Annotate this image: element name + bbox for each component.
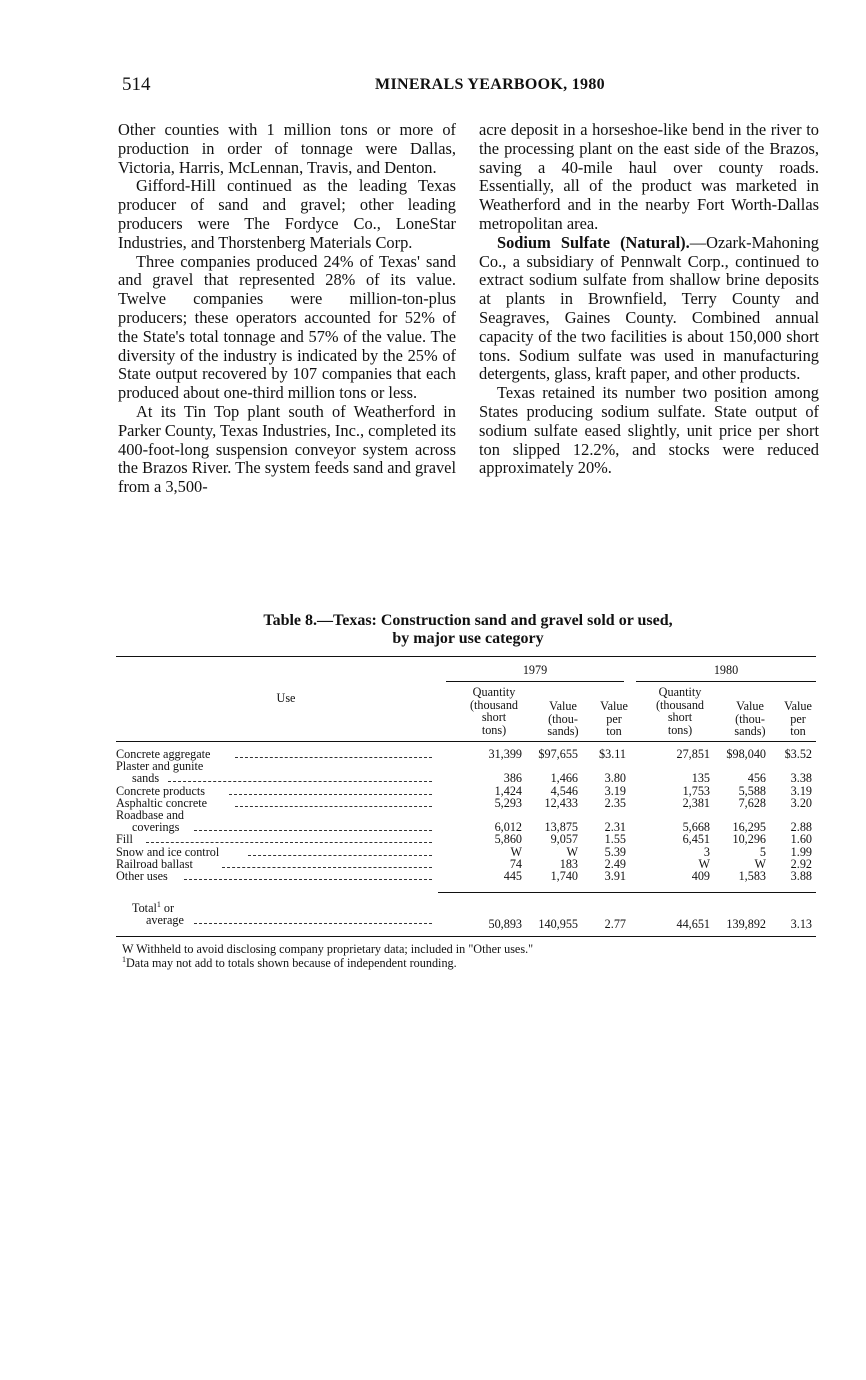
table-cell-p79: 2.49 [604, 856, 626, 871]
value-per-ton-1979-header [592, 700, 636, 738]
table-cell-p79: 2.31 [604, 820, 626, 835]
total-per-ton-1979: 2.77 [604, 917, 626, 931]
table-cell-v80: 5,588 [738, 783, 766, 798]
leader-dots [146, 842, 432, 843]
total-value-1979: 140,955 [538, 917, 578, 931]
total-or: or [160, 901, 175, 915]
header-line: short [481, 710, 507, 725]
header-line: ton [790, 724, 806, 739]
header-line: Value [600, 699, 628, 713]
row-label: coverings [132, 820, 180, 835]
table-cell-q80: W [698, 856, 710, 871]
table-cell-q80: 6,451 [682, 832, 710, 847]
table-cell-p80: $3.52 [784, 747, 812, 761]
table-cell-p79: 3.80 [604, 771, 626, 786]
leader-dots [248, 855, 432, 856]
table-cell-p80: 2.88 [790, 820, 812, 835]
right-paragraph-1: acre deposit in a horseshoe-like bend in the river to the processing plant on the east side of the Brazos, saving a 40-mile haul over county roads. Essentially, all of the product was marketed in Weatherford and in the nearby Fort Worth-Dallas metropolitan area. [479, 120, 819, 233]
header-line: Value [784, 699, 812, 713]
header-bottom-rule [116, 741, 816, 742]
row-label: Concrete products [116, 783, 206, 798]
row-label: Snow and ice control [116, 844, 220, 859]
table-cell-p79: 1.55 [604, 832, 626, 847]
table-bottom-rule [116, 936, 816, 937]
table-cell-p80: 3.20 [790, 795, 812, 810]
sodium-sulfate-body: —Ozark-Mahoning Co., a subsidiary of Pennwalt Corp., continued to extract sodium sulfate from shallow brine deposits at plants in Brownfield, Terry County and Seagraves, Gaines County. Combined annual capacity of the two facilities is about 150,000 short tons. Sodium sulfate was used in manufacturing detergents, glass, kraft paper, and other products. [479, 232, 819, 384]
table-cell-v79: 12,433 [544, 795, 578, 810]
table-cell-q79: 5,860 [494, 832, 522, 847]
quantity-1980-header [640, 686, 720, 736]
table-cell-q80: 1,753 [682, 783, 710, 798]
header-line: short [667, 710, 693, 725]
table-cell-q79: 74 [509, 856, 522, 871]
table-cell-v79: 1,466 [550, 771, 578, 786]
table-cell-v80: W [754, 856, 766, 871]
table-cell-q79: 1,424 [494, 783, 522, 798]
header-line: tons) [481, 722, 507, 737]
table-cell-p79: $3.11 [599, 747, 626, 761]
table-cell-p80: 1.99 [790, 844, 812, 859]
total-rule [438, 892, 816, 893]
table-cell-q79: 6,012 [494, 820, 522, 835]
row-label: Roadbase and [116, 808, 185, 822]
table-top-rule [116, 656, 816, 657]
table-cell-q80: 409 [691, 869, 710, 883]
leader-dots [194, 830, 432, 831]
leader-dots [184, 879, 432, 880]
header-line: (thousand [469, 697, 519, 712]
table-title-line-1: Table 8.—Texas: Construction sand and gravel sold or used, [263, 612, 673, 629]
table-cell-v79: 13,875 [544, 820, 578, 835]
table-cell-v80: 7,628 [738, 795, 766, 810]
table-cell-v79: $97,655 [538, 747, 578, 761]
footnote-1-text: Data may not add to totals shown because of independent rounding. [126, 956, 457, 970]
right-paragraph-2 [479, 234, 819, 384]
table-cell-v79: W [566, 844, 578, 859]
left-paragraph-3: Three companies produced 24% of Texas' sand and gravel that represented 28% of its value. Twelve companies were million-ton-plus producers; these operators accounted for 52% of the State's total tonnage and 57% of the value. The diversity of the industry is indicated by the 25% of State output recovered by 107 companies that each produced about one-third million tons or less. [118, 251, 456, 403]
page-header [122, 74, 818, 98]
table-cell-v79: 1,740 [550, 869, 578, 883]
table-cell-v79: 9,057 [550, 832, 578, 847]
total-per-ton-1980: 3.13 [790, 917, 812, 931]
header-line: sands) [734, 724, 766, 739]
table-cell-v80: $98,040 [726, 747, 766, 761]
header-line: sands) [547, 724, 579, 739]
row-label: Fill [116, 832, 133, 847]
header-line: Quantity [658, 685, 702, 699]
table-cell-q80: 3 [703, 844, 710, 859]
value-1979-header [534, 700, 592, 738]
row-label: sands [132, 771, 160, 786]
table-cell-p79: 3.19 [604, 783, 626, 798]
table-cell-p79: 3.91 [604, 869, 626, 883]
table-cell-q80: 5,668 [682, 820, 710, 835]
row-label: Asphaltic concrete [116, 795, 208, 810]
footnote-ref: 1 [156, 899, 161, 909]
value-1980-header [722, 700, 778, 738]
table-cell-q79: 5,293 [494, 795, 522, 810]
use-header: Use [276, 691, 296, 705]
row-label: Railroad ballast [116, 856, 193, 871]
right-column [479, 121, 819, 478]
table-cell-v79: 183 [559, 856, 578, 871]
right-paragraph-3: Texas retained its number two position among States producing sodium sulfate. State output of sodium sulfate eased slightly, unit price per short ton slipped 12.2%, and stocks were reduced approximately 20%. [479, 383, 819, 478]
header-line: Value [736, 699, 764, 713]
header-line: (thou- [548, 711, 578, 726]
table-cell-q80: 27,851 [676, 747, 710, 761]
table-cell-v80: 16,295 [732, 820, 766, 835]
header-line: Quantity [472, 685, 516, 699]
page-number: 514 [122, 74, 151, 95]
table-cell-p80: 3.88 [790, 869, 812, 883]
table-cell-v80: 456 [747, 771, 766, 786]
left-paragraph-2: Gifford-Hill continued as the leading Texas producer of sand and gravel; other leading producers were The Fordyce Co., LoneStar Industries, and Thorstenberg Materials Corp. [118, 176, 456, 252]
table-title-line-2: by major use category [392, 630, 544, 647]
leader-dots [168, 781, 432, 782]
year-1979-rule [446, 681, 624, 682]
table-cell-p80: 3.19 [790, 783, 812, 798]
table-cell-q79: 445 [503, 869, 522, 883]
footnote-w: W Withheld to avoid disclosing company proprietary data; included in "Other uses." [122, 942, 534, 956]
total-quantity-1979: 50,893 [488, 917, 522, 931]
table-cell-q80: 135 [691, 771, 710, 786]
leader-dots [229, 794, 432, 795]
left-paragraph-4: At its Tin Top plant south of Weatherford in Parker County, Texas Industries, Inc., completed its 400-foot-long suspension conveyor system across the Brazos River. The system feeds sand and gravel from a 3,500- [118, 401, 456, 497]
row-label: Plaster and gunite [116, 759, 204, 774]
total-value-1980: 139,892 [726, 917, 766, 931]
table-title [118, 612, 818, 648]
quantity-1979-header [456, 686, 532, 736]
left-column [118, 121, 456, 497]
leader-dots [222, 867, 432, 868]
table-cell-p79: 2.35 [604, 795, 626, 810]
value-per-ton-1980-header [778, 700, 818, 738]
footnote-marker: 1 [122, 954, 126, 964]
running-title: MINERALS YEARBOOK, 1980 [375, 76, 605, 93]
header-line: Value [549, 699, 577, 713]
header-line: per [606, 711, 622, 726]
total-quantity-1980: 44,651 [676, 917, 710, 931]
year-1979-header: 1979 [522, 663, 548, 677]
year-1980-header: 1980 [713, 663, 739, 677]
table-cell-v80: 10,296 [732, 832, 766, 847]
table-cell-v80: 1,583 [738, 869, 766, 883]
table-cell-q80: 2,381 [682, 795, 710, 810]
row-label: Concrete aggregate [116, 747, 211, 761]
total-word: Total [132, 901, 157, 915]
table-cell-q79: 31,399 [488, 747, 522, 761]
header-line: (thousand [655, 697, 705, 712]
row-label: Other uses [116, 869, 168, 883]
year-1980-rule [636, 681, 816, 682]
table-cell-p80: 2.92 [790, 856, 812, 871]
header-line: (thou- [735, 711, 765, 726]
table-cell-p80: 3.38 [790, 771, 812, 786]
total-leader-dots [194, 923, 432, 924]
leader-dots [235, 806, 432, 807]
table-cell-p79: 5.39 [604, 844, 626, 859]
leader-dots [235, 757, 432, 758]
header-line: tons) [667, 722, 693, 737]
table-cell-v80: 5 [759, 844, 766, 859]
section-heading-sodium-sulfate: Sodium Sulfate (Natural). [497, 232, 690, 252]
total-label-line-2: average [146, 913, 184, 927]
table-cell-q79: W [510, 844, 522, 859]
footnote-1 [122, 956, 533, 970]
left-paragraph-1: Other counties with 1 million tons or more of production in order of tonnage were Dallas, Victoria, Harris, McLennan, Travis, and Denton. [118, 120, 456, 177]
table-cell-q79: 386 [503, 771, 522, 786]
table-cell-p80: 1.60 [790, 832, 812, 847]
footnotes [122, 942, 533, 970]
header-line: per [790, 711, 806, 726]
table-cell-v79: 4,546 [550, 783, 578, 798]
header-line: ton [606, 724, 622, 739]
